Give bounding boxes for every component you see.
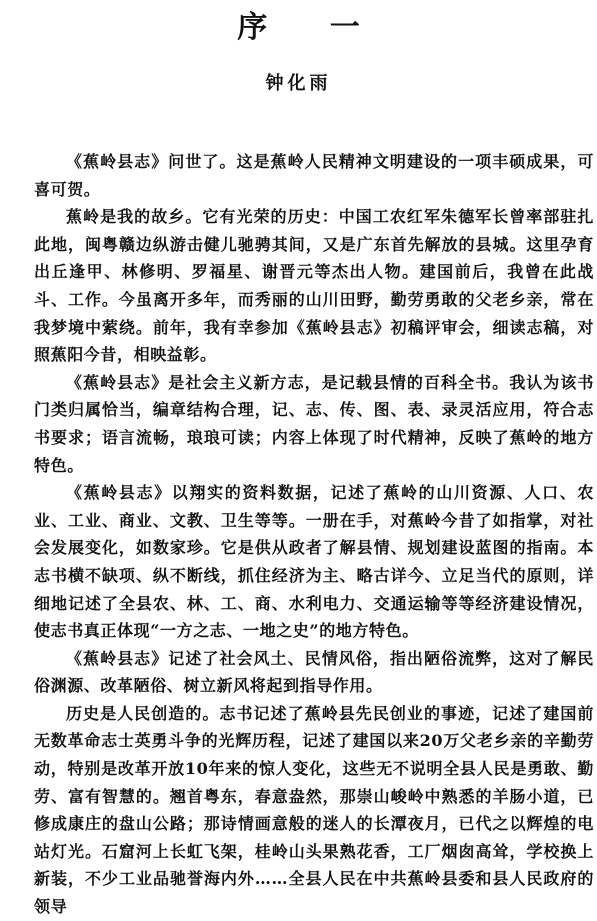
paragraph: 历史是人民创造的。志书记述了蕉岭县先民创业的事迹，记述了建国前无数革命志士英勇斗争的光辉历程，记述了建国以来20万父老乡亲的辛勤劳动，特别是改革开放10年来的惊人变化，这些无不说明全县人民是勇敢、勤劳、富有智慧的。翘首粤东，春意盎然，那崇山峻岭中熟悉的羊肠小道，已修成康庄的盘山公路；那诗情画意般的迷人的长潭夜月，已代之以辉煌的电站灯光。石窟河上长虹飞架，桂岭山头果熟花香，工厂烟囱高耸，学校换上新装，不少工业品驰誉海内外……全县人民在中共蕉岭县委和县人民政府的领导	[34, 703, 594, 917]
paragraph: 《蕉岭县志》问世了。这是蕉岭人民精神文明建设的一项丰硕成果，可喜可贺。	[34, 152, 594, 199]
paragraph: 《蕉岭县志》是社会主义新方志，是记载县情的百科全书。我认为该书门类归属恰当，编章结构合理，记、志、传、图、表、录灵活应用，符合志书要求；语言流畅，琅琅可读；内容上体现了时代精神，反映了蕉岭的地方特色。	[34, 372, 594, 475]
paragraph: 蕉岭是我的故乡。它有光荣的历史：中国工农红军朱德军长曾率部驻扎此地，闽粤赣边纵游击健儿驰骋其间，又是广东首先解放的县城。这里孕育出丘逢甲、林修明、罗福星、谢晋元等杰出人物。建国前后，我曾在此战斗、工作。今虽离开多年，而秀丽的山川田野，勤劳勇敢的父老乡亲，常在我梦境中萦绕。前年，我有幸参加《蕉岭县志》初稿评审会，细读志稿，对照蕉阳今昔，相映益彰。	[34, 207, 594, 365]
body-text	[34, 148, 594, 921]
paragraph: 《蕉岭县志》记述了社会风土、民情风俗，指出陋俗流弊，这对了解民俗渊源、改革陋俗、树立新风将起到指导作用。	[34, 648, 594, 696]
paragraph: 《蕉岭县志》以翔实的资料数据，记述了蕉岭的山川资源、人口、农业、工业、商业、文教、卫生等等。一册在手，对蕉岭今昔了如指掌，对社会发展变化，如数家珍。它是供从政者了解县情、规划建设蓝图的指南。本志书横不缺项、纵不断线，抓住经济为主、略古详今、立足当代的原则，详细地记述了全县农、林、工、商、水利电力、交通运输等等经济建设情况，使志书真正体现“一方之志、一地之史”的地方特色。	[34, 483, 594, 641]
author-name: 钟化雨	[265, 73, 332, 94]
page-title: 序 一	[237, 10, 386, 45]
